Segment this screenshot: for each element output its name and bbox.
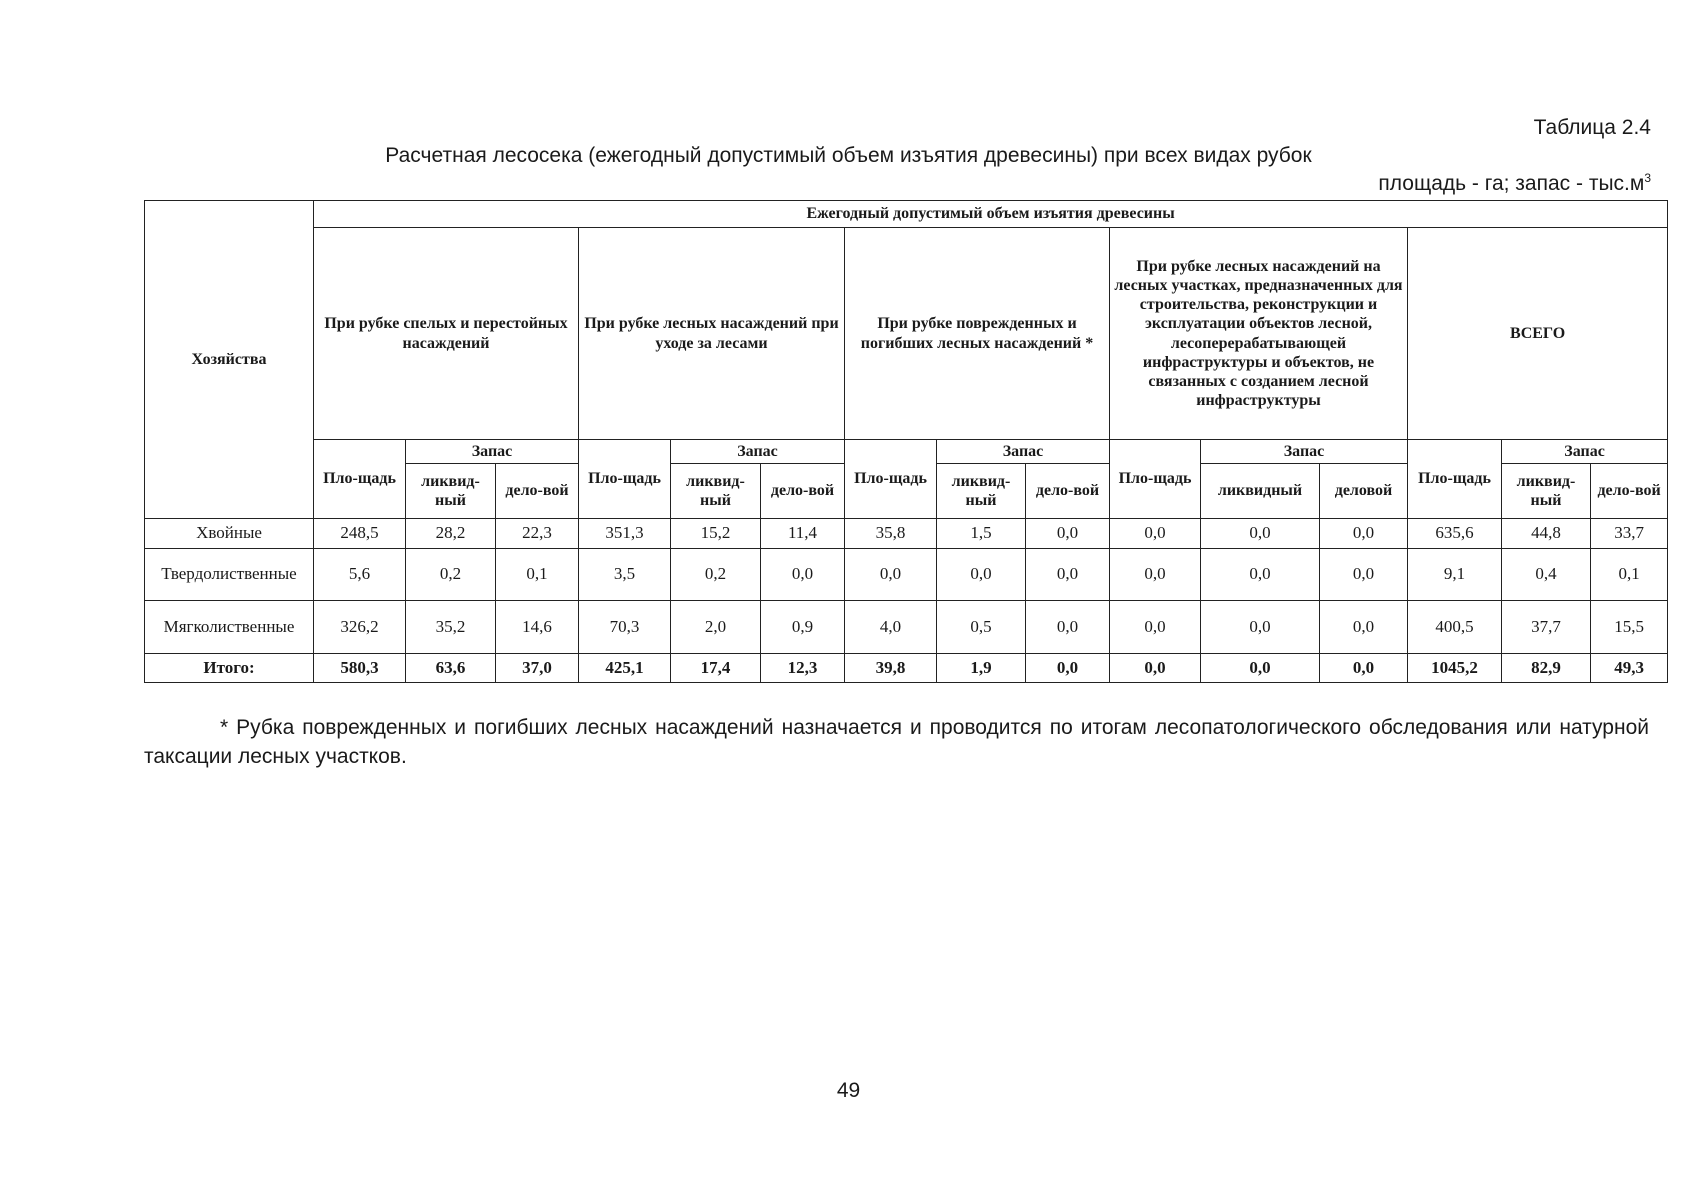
cell: 12,3 (761, 654, 845, 683)
header-total: ВСЕГО (1408, 228, 1668, 440)
header-area: Пло-щадь (314, 440, 406, 519)
header-business: дело-вой (761, 464, 845, 519)
header-construction-cutting: При рубке лесных насаждений на лесных участках, предназначенных для строительства, реконструкции и эксплуатации объектов лесной, лесоперерабатывающей инфраструктуры и объектов, не связанных с созданием лесной инфраструктуры (1110, 228, 1408, 440)
header-liquid: ликвидный (1201, 464, 1320, 519)
cell: 28,2 (406, 519, 496, 549)
header-business: деловой (1320, 464, 1408, 519)
header-stock: Запас (671, 440, 845, 464)
cell: 22,3 (496, 519, 579, 549)
cell: 0,4 (1502, 549, 1591, 601)
table-label: Таблица 2.4 (1533, 116, 1651, 139)
cell: 1,9 (937, 654, 1026, 683)
cell: 0,0 (761, 549, 845, 601)
table-row (145, 601, 1668, 654)
header-stock: Запас (406, 440, 579, 464)
table-row (145, 519, 1668, 549)
header-stock: Запас (937, 440, 1110, 464)
header-mature-cutting: При рубке спелых и перестойных насаждений (314, 228, 579, 440)
header-stock: Запас (1201, 440, 1408, 464)
header-business: дело-вой (496, 464, 579, 519)
cell: 0,0 (1110, 519, 1201, 549)
table-caption: Расчетная лесосека (ежегодный допустимый объем изъятия древесины) при всех видах рубок (385, 144, 1312, 167)
cell: 0,0 (1110, 654, 1201, 683)
cell: 0,2 (671, 549, 761, 601)
units-text: площадь - га; запас - тыс.м (1378, 172, 1645, 195)
cell: 351,3 (579, 519, 671, 549)
cell: 9,1 (1408, 549, 1502, 601)
cell: 1045,2 (1408, 654, 1502, 683)
cell: 33,7 (1591, 519, 1668, 549)
cell: 0,0 (1026, 601, 1110, 654)
cell: 425,1 (579, 654, 671, 683)
header-care-cutting: При рубке лесных насаждений при уходе за лесами (579, 228, 845, 440)
header-area: Пло-щадь (845, 440, 937, 519)
cell: 0,0 (1320, 549, 1408, 601)
cell: 15,2 (671, 519, 761, 549)
cell: 5,6 (314, 549, 406, 601)
cell: 0,0 (1320, 519, 1408, 549)
header-liquid: ликвид-ный (1502, 464, 1591, 519)
cell: 0,0 (937, 549, 1026, 601)
header-area: Пло-щадь (579, 440, 671, 519)
cell: 0,2 (406, 549, 496, 601)
cell: 63,6 (406, 654, 496, 683)
cell: 0,1 (1591, 549, 1668, 601)
header-liquid: ликвид-ный (671, 464, 761, 519)
cell: 580,3 (314, 654, 406, 683)
cell: 0,0 (1201, 601, 1320, 654)
header-area: Пло-щадь (1408, 440, 1502, 519)
cell: 0,0 (1110, 601, 1201, 654)
header-damaged-cutting: При рубке поврежденных и погибших лесных насаждений * (845, 228, 1110, 440)
cell: 635,6 (1408, 519, 1502, 549)
cell: 14,6 (496, 601, 579, 654)
cell: 11,4 (761, 519, 845, 549)
row-label: Твердолиственные (145, 549, 314, 601)
header-business: дело-вой (1026, 464, 1110, 519)
cell: 2,0 (671, 601, 761, 654)
header-area: Пло-щадь (1110, 440, 1201, 519)
row-label: Мягколиственные (145, 601, 314, 654)
cell: 82,9 (1502, 654, 1591, 683)
cell: 0,0 (1320, 601, 1408, 654)
cell: 1,5 (937, 519, 1026, 549)
cell: 35,2 (406, 601, 496, 654)
cell: 44,8 (1502, 519, 1591, 549)
cell: 49,3 (1591, 654, 1668, 683)
cell: 326,2 (314, 601, 406, 654)
cell: 0,0 (1026, 519, 1110, 549)
cell: 0,9 (761, 601, 845, 654)
header-business: дело-вой (1591, 464, 1668, 519)
cell: 0,0 (1201, 654, 1320, 683)
cell: 0,0 (1026, 654, 1110, 683)
cell: 37,0 (496, 654, 579, 683)
cell: 35,8 (845, 519, 937, 549)
row-label: Итого: (145, 654, 314, 683)
cell: 0,0 (1201, 519, 1320, 549)
cell: 0,0 (1110, 549, 1201, 601)
cell: 15,5 (1591, 601, 1668, 654)
row-label: Хвойные (145, 519, 314, 549)
header-group-title: Ежегодный допустимый объем изъятия древесины (314, 201, 1668, 228)
cell: 248,5 (314, 519, 406, 549)
cell: 0,1 (496, 549, 579, 601)
cell: 0,5 (937, 601, 1026, 654)
harvest-table (144, 200, 1668, 683)
header-stock: Запас (1502, 440, 1668, 464)
units-superscript: 3 (1644, 171, 1651, 185)
cell: 0,0 (1320, 654, 1408, 683)
table-row (145, 549, 1668, 601)
cell: 0,0 (1026, 549, 1110, 601)
cell: 37,7 (1502, 601, 1591, 654)
cell: 3,5 (579, 549, 671, 601)
cell: 39,8 (845, 654, 937, 683)
header-farms: Хозяйства (145, 201, 314, 519)
footnote: * Рубка поврежденных и погибших лесных насаждений назначается и проводится по итогам лесопатологического обследования или натурной таксации лесных участков. (144, 716, 1649, 768)
cell: 4,0 (845, 601, 937, 654)
table-row-total (145, 654, 1668, 683)
header-liquid: ликвид-ный (406, 464, 496, 519)
cell: 400,5 (1408, 601, 1502, 654)
header-liquid: ликвид-ный (937, 464, 1026, 519)
cell: 0,0 (845, 549, 937, 601)
cell: 17,4 (671, 654, 761, 683)
page-number: 49 (836, 1079, 861, 1102)
cell: 0,0 (1201, 549, 1320, 601)
units-note (1378, 171, 1651, 196)
cell: 70,3 (579, 601, 671, 654)
